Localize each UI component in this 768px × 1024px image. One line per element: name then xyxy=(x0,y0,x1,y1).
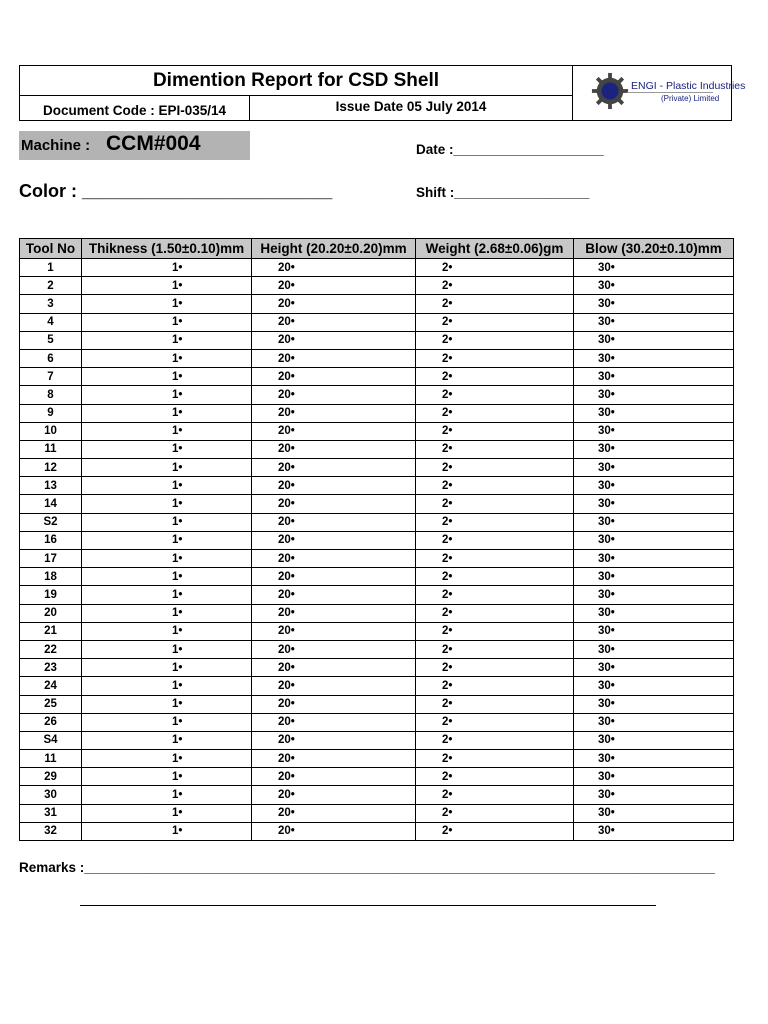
remarks-field: Remarks :____________________________________________________________________________________ xyxy=(19,860,715,875)
measurement-cell: 2• xyxy=(416,386,574,404)
measurement-cell: 30• xyxy=(574,477,734,495)
measurement-cell: 2• xyxy=(416,604,574,622)
measurement-cell: 20• xyxy=(252,477,416,495)
measurement-cell: 1• xyxy=(82,550,252,568)
measurement-cell: 30• xyxy=(574,568,734,586)
measurement-cell: 2• xyxy=(416,768,574,786)
measurement-cell: 20• xyxy=(252,386,416,404)
measurement-cell: 20• xyxy=(252,349,416,367)
table-row xyxy=(20,768,734,786)
tool-number-cell: 11 xyxy=(20,750,82,768)
measurement-cell: 30• xyxy=(574,422,734,440)
measurement-cell: 2• xyxy=(416,804,574,822)
measurement-cell: 20• xyxy=(252,331,416,349)
measurement-cell: 2• xyxy=(416,295,574,313)
measurement-cell: 30• xyxy=(574,386,734,404)
measurement-cell: 20• xyxy=(252,750,416,768)
measurement-cell: 30• xyxy=(574,531,734,549)
measurement-cell: 30• xyxy=(574,622,734,640)
measurement-cell: 20• xyxy=(252,422,416,440)
measurement-cell: 2• xyxy=(416,313,574,331)
measurement-cell: 20• xyxy=(252,804,416,822)
tool-number-cell: 14 xyxy=(20,495,82,513)
measurement-cell: 30• xyxy=(574,804,734,822)
measurement-cell: 2• xyxy=(416,622,574,640)
measurement-cell: 2• xyxy=(416,422,574,440)
measurement-cell: 2• xyxy=(416,495,574,513)
measurement-cell: 20• xyxy=(252,259,416,277)
measurement-cell: 20• xyxy=(252,495,416,513)
measurement-cell: 1• xyxy=(82,259,252,277)
measurement-cell: 1• xyxy=(82,422,252,440)
measurement-cell: 30• xyxy=(574,313,734,331)
measurement-cell: 20• xyxy=(252,768,416,786)
measurement-cell: 30• xyxy=(574,604,734,622)
issue-date: Issue Date 05 July 2014 xyxy=(250,96,573,121)
table-row xyxy=(20,331,734,349)
tool-number-cell: S4 xyxy=(20,731,82,749)
tool-number-cell: 22 xyxy=(20,640,82,658)
table-row xyxy=(20,277,734,295)
column-header-weight: Weight (2.68±0.06)gm xyxy=(416,239,574,259)
table-row xyxy=(20,440,734,458)
tool-number-cell: 12 xyxy=(20,459,82,477)
table-row xyxy=(20,659,734,677)
tool-number-cell: 9 xyxy=(20,404,82,422)
table-row xyxy=(20,531,734,549)
table-row xyxy=(20,422,734,440)
table-row xyxy=(20,495,734,513)
tool-number-cell: 30 xyxy=(20,786,82,804)
measurement-cell: 2• xyxy=(416,277,574,295)
measurement-cell: 1• xyxy=(82,822,252,840)
table-row xyxy=(20,731,734,749)
table-row xyxy=(20,313,734,331)
measurement-cell: 20• xyxy=(252,659,416,677)
measurement-cell: 20• xyxy=(252,404,416,422)
tool-number-cell: 6 xyxy=(20,349,82,367)
measurement-cell: 20• xyxy=(252,604,416,622)
measurement-cell: 2• xyxy=(416,531,574,549)
measurement-cell: 20• xyxy=(252,295,416,313)
table-row xyxy=(20,786,734,804)
column-header-thickness: Thikness (1.50±0.10)mm xyxy=(82,239,252,259)
measurement-cell: 2• xyxy=(416,695,574,713)
table-row xyxy=(20,586,734,604)
measurement-cell: 2• xyxy=(416,786,574,804)
logo-divider xyxy=(627,92,713,93)
tool-number-cell: 4 xyxy=(20,313,82,331)
measurement-cell: 1• xyxy=(82,459,252,477)
measurement-cell: 20• xyxy=(252,713,416,731)
document-code: Document Code : EPI-035/14 xyxy=(20,96,250,121)
measurement-cell: 20• xyxy=(252,695,416,713)
table-row xyxy=(20,477,734,495)
measurement-cell: 1• xyxy=(82,804,252,822)
measurement-cell: 2• xyxy=(416,259,574,277)
tool-number-cell: 2 xyxy=(20,277,82,295)
tool-number-cell: 25 xyxy=(20,695,82,713)
measurement-cell: 2• xyxy=(416,404,574,422)
table-row xyxy=(20,568,734,586)
measurement-cell: 20• xyxy=(252,550,416,568)
tool-number-cell: 7 xyxy=(20,368,82,386)
table-row xyxy=(20,750,734,768)
measurement-cell: 20• xyxy=(252,822,416,840)
measurement-cell: 20• xyxy=(252,568,416,586)
measurement-cell: 30• xyxy=(574,786,734,804)
column-header-blow: Blow (30.20±0.10)mm xyxy=(574,239,734,259)
measurement-cell: 1• xyxy=(82,295,252,313)
tool-number-cell: 19 xyxy=(20,586,82,604)
measurement-cell: 30• xyxy=(574,713,734,731)
report-title: Dimention Report for CSD Shell xyxy=(20,66,573,96)
measurement-cell: 2• xyxy=(416,331,574,349)
measurement-cell: 30• xyxy=(574,822,734,840)
machine-value: CCM#004 xyxy=(106,132,201,155)
table-row xyxy=(20,459,734,477)
measurement-cell: 30• xyxy=(574,750,734,768)
measurement-cell: 20• xyxy=(252,368,416,386)
table-row xyxy=(20,677,734,695)
measurement-cell: 2• xyxy=(416,477,574,495)
measurement-cell: 20• xyxy=(252,313,416,331)
measurement-cell: 1• xyxy=(82,731,252,749)
logo-company-name: ENGI - Plastic Industries xyxy=(631,80,746,92)
measurement-cell: 30• xyxy=(574,277,734,295)
measurement-cell: 1• xyxy=(82,695,252,713)
tool-number-cell: 13 xyxy=(20,477,82,495)
measurement-cell: 20• xyxy=(252,459,416,477)
measurement-cell: 30• xyxy=(574,259,734,277)
tool-number-cell: 10 xyxy=(20,422,82,440)
shift-field: Shift :__________________ xyxy=(416,185,590,200)
tool-number-cell: 5 xyxy=(20,331,82,349)
tool-number-cell: 31 xyxy=(20,804,82,822)
measurement-cell: 20• xyxy=(252,277,416,295)
measurement-cell: 2• xyxy=(416,677,574,695)
table-row xyxy=(20,295,734,313)
measurement-cell: 2• xyxy=(416,822,574,840)
measurement-cell: 1• xyxy=(82,604,252,622)
measurement-cell: 30• xyxy=(574,659,734,677)
tool-number-cell: 23 xyxy=(20,659,82,677)
measurement-cell: 1• xyxy=(82,313,252,331)
measurement-cell: 30• xyxy=(574,677,734,695)
table-header-row xyxy=(20,239,734,259)
measurement-cell: 2• xyxy=(416,659,574,677)
measurement-cell: 30• xyxy=(574,404,734,422)
company-logo xyxy=(573,66,746,121)
measurement-cell: 30• xyxy=(574,440,734,458)
measurement-cell: 30• xyxy=(574,768,734,786)
tool-number-cell: 16 xyxy=(20,531,82,549)
table-row xyxy=(20,368,734,386)
measurement-cell: 1• xyxy=(82,513,252,531)
dimension-table xyxy=(19,238,734,841)
tool-number-cell: 11 xyxy=(20,440,82,458)
measurement-cell: 1• xyxy=(82,349,252,367)
measurement-cell: 30• xyxy=(574,586,734,604)
tool-number-cell: 24 xyxy=(20,677,82,695)
measurement-cell: 2• xyxy=(416,586,574,604)
table-row xyxy=(20,822,734,840)
table-row xyxy=(20,513,734,531)
measurement-cell: 1• xyxy=(82,713,252,731)
table-row xyxy=(20,640,734,658)
logo-company-suffix: (Private) Limited xyxy=(661,94,720,103)
machine-field xyxy=(19,131,250,160)
gear-icon xyxy=(591,72,629,110)
tool-number-cell: 8 xyxy=(20,386,82,404)
machine-label: Machine : xyxy=(21,137,91,154)
measurement-cell: 20• xyxy=(252,622,416,640)
measurement-cell: 1• xyxy=(82,404,252,422)
measurement-cell: 1• xyxy=(82,640,252,658)
table-row xyxy=(20,604,734,622)
table-row xyxy=(20,349,734,367)
measurement-cell: 2• xyxy=(416,459,574,477)
date-field: Date :____________________ xyxy=(416,142,604,157)
table-row xyxy=(20,804,734,822)
measurement-cell: 1• xyxy=(82,386,252,404)
table-row xyxy=(20,695,734,713)
table-row xyxy=(20,259,734,277)
measurement-cell: 1• xyxy=(82,786,252,804)
remarks-second-line xyxy=(80,904,656,906)
measurement-cell: 20• xyxy=(252,731,416,749)
measurement-cell: 30• xyxy=(574,368,734,386)
tool-number-cell: 17 xyxy=(20,550,82,568)
measurement-cell: 1• xyxy=(82,368,252,386)
measurement-cell: 1• xyxy=(82,768,252,786)
table-row xyxy=(20,386,734,404)
measurement-cell: 30• xyxy=(574,349,734,367)
tool-number-cell: 1 xyxy=(20,259,82,277)
measurement-cell: 2• xyxy=(416,640,574,658)
measurement-cell: 2• xyxy=(416,368,574,386)
tool-number-cell: 21 xyxy=(20,622,82,640)
measurement-cell: 20• xyxy=(252,440,416,458)
measurement-cell: 1• xyxy=(82,531,252,549)
tool-number-cell: 20 xyxy=(20,604,82,622)
measurement-cell: 1• xyxy=(82,495,252,513)
measurement-cell: 20• xyxy=(252,640,416,658)
tool-number-cell: 18 xyxy=(20,568,82,586)
tool-number-cell: 26 xyxy=(20,713,82,731)
tool-number-cell: 29 xyxy=(20,768,82,786)
tool-number-cell: 32 xyxy=(20,822,82,840)
measurement-cell: 30• xyxy=(574,459,734,477)
measurement-cell: 20• xyxy=(252,677,416,695)
measurement-cell: 2• xyxy=(416,550,574,568)
measurement-cell: 30• xyxy=(574,550,734,568)
measurement-cell: 1• xyxy=(82,477,252,495)
measurement-cell: 1• xyxy=(82,440,252,458)
measurement-cell: 20• xyxy=(252,513,416,531)
measurement-cell: 2• xyxy=(416,440,574,458)
measurement-cell: 1• xyxy=(82,659,252,677)
column-header-tool-no: Tool No xyxy=(20,239,82,259)
measurement-cell: 2• xyxy=(416,349,574,367)
color-field: Color : _________________________ xyxy=(19,181,333,201)
measurement-cell: 1• xyxy=(82,750,252,768)
measurement-cell: 1• xyxy=(82,622,252,640)
measurement-cell: 30• xyxy=(574,640,734,658)
measurement-cell: 2• xyxy=(416,568,574,586)
measurement-cell: 2• xyxy=(416,513,574,531)
measurement-cell: 1• xyxy=(82,277,252,295)
measurement-cell: 1• xyxy=(82,331,252,349)
measurement-cell: 1• xyxy=(82,586,252,604)
measurement-cell: 1• xyxy=(82,677,252,695)
measurement-cell: 20• xyxy=(252,786,416,804)
column-header-height: Height (20.20±0.20)mm xyxy=(252,239,416,259)
report-header xyxy=(19,65,746,121)
measurement-cell: 20• xyxy=(252,531,416,549)
table-row xyxy=(20,713,734,731)
measurement-cell: 30• xyxy=(574,495,734,513)
measurement-cell: 30• xyxy=(574,731,734,749)
table-row xyxy=(20,622,734,640)
measurement-cell: 30• xyxy=(574,331,734,349)
measurement-cell: 1• xyxy=(82,568,252,586)
measurement-cell: 30• xyxy=(574,695,734,713)
measurement-cell: 2• xyxy=(416,750,574,768)
measurement-cell: 2• xyxy=(416,713,574,731)
measurement-cell: 30• xyxy=(574,513,734,531)
tool-number-cell: 3 xyxy=(20,295,82,313)
measurement-cell: 30• xyxy=(574,295,734,313)
tool-number-cell: S2 xyxy=(20,513,82,531)
table-row xyxy=(20,550,734,568)
table-row xyxy=(20,404,734,422)
measurement-cell: 2• xyxy=(416,731,574,749)
measurement-cell: 20• xyxy=(252,586,416,604)
